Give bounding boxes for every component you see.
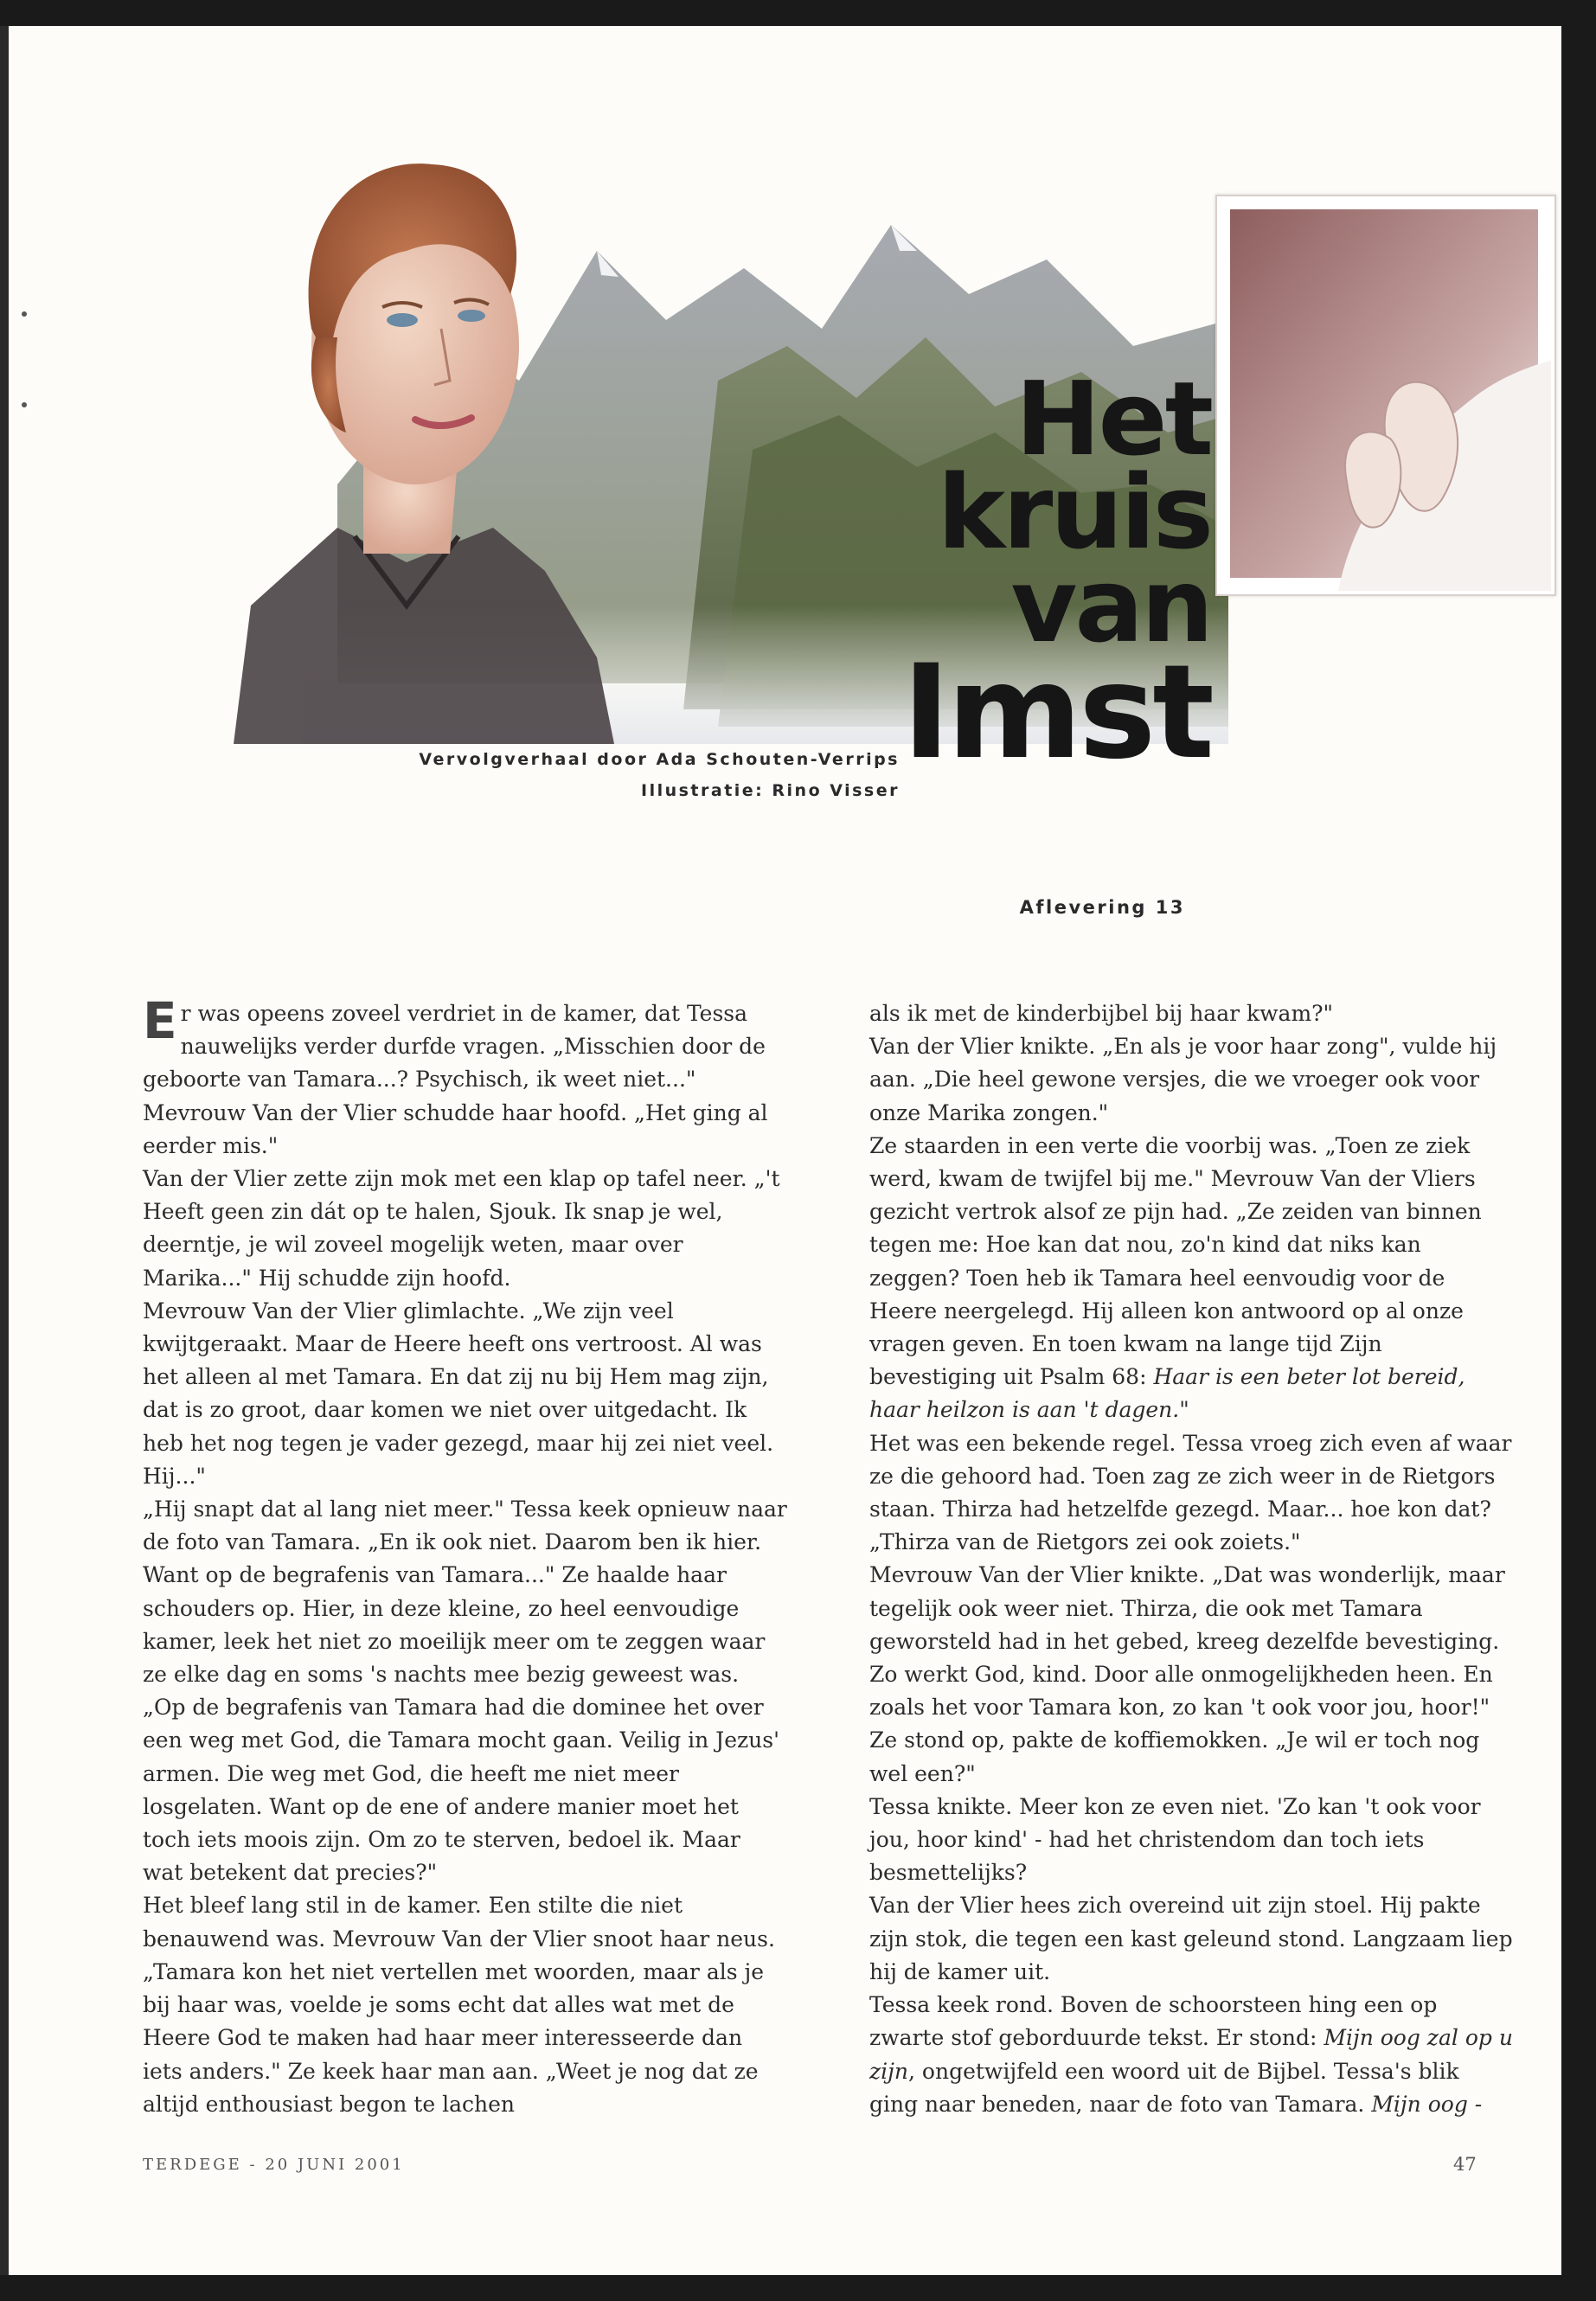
scan-dot <box>22 311 27 317</box>
episode-label: Aflevering 13 <box>1019 897 1185 918</box>
magazine-page <box>9 26 1561 2275</box>
title-line-1: Het <box>1015 359 1211 478</box>
article-title <box>865 359 1211 788</box>
page-number: 47 <box>1453 2154 1477 2175</box>
paragraph: Van der Vlier hees zich overeind uit zijn stoel. Hij pakte zijn stok, die tegen een kast geleund stond. Langzaam liep hij de kamer uit. <box>869 1893 1513 1984</box>
paragraph <box>869 1989 1514 2121</box>
scan-dot <box>22 402 27 407</box>
title-line-4: Imst <box>901 638 1211 788</box>
scan-bottom-border <box>0 2275 1596 2301</box>
scan-top-border <box>0 0 1596 26</box>
title-line-3: van <box>1010 546 1211 665</box>
scan-right-border <box>1561 0 1596 2301</box>
title-line-2: kruis <box>937 452 1211 572</box>
paragraph <box>143 991 787 1163</box>
paragraph: Van der Vlier knikte. „En als je voor haar zong", vulde hij aan. „Die heel gewone versjes, die we vroeger ook voor onze Marika zongen." <box>869 1034 1497 1125</box>
final-italic: Mijn oog - <box>1371 2091 1483 2117</box>
paragraph: „Hij snapt dat al lang niet meer." Tessa keek opnieuw naar de foto van Tamara. „En ik ook niet. Daarom ben ik hier. Want op de begrafenis van Tamara..." Ze haalde haar schouders op. Hier, in deze kleine, zo heel eenvoudige kamer, leek het niet zo moeilijk meer om te zeggen waar ze elke dag en soms 's nachts mee bezig geweest was. „Op de begrafenis van Tamara had die dominee het over een weg met God, die Tamara mocht gaan. Veilig in Jezus' armen. Die weg met God, die heeft me niet meer losgelaten. Want op de ene of andere manier moet het toch iets moois zijn. Om zo te sterven, bedoel ik. Maar wat betekent dat precies?" <box>143 1497 787 1886</box>
paragraph-text: Ze staarden in een verte die voorbij was. „Toen ze ziek werd, kwam de twijfel bij me." Mevrouw Van der Vliers gezicht vertrok alsof ze pijn had. „Ze zeiden van binnen tegen me: Hoe kan dat nou, zo'n kind dat niks kan zeggen? Toen heb ik Tamara heel eenvoudig voor de Heere neergelegd. Hij alleen kon antwoord op al onze vragen geven. En toen kwam na lange tijd Zijn bevestiging uit Psalm 68: <box>869 1132 1482 1390</box>
footer-publication: TERDEGE - 20 JUNI 2001 <box>143 2156 405 2174</box>
author-credit: Vervolgverhaal door Ada Schouten-Verrips <box>419 750 900 769</box>
text-column-right <box>869 997 1514 2121</box>
paragraph: Het was een bekende regel. Tessa vroeg zich even af waar ze die gehoord had. Toen zag ze zich weer in de Rietgors staan. Thirza had hetzelfde gezegd. Maar... hoe kon dat? „Thirza van de Rietgors zei ook zoiets." <box>869 1430 1512 1555</box>
illustration-inset-hands <box>1215 195 1556 596</box>
illustrator-credit: Illustratie: Rino Visser <box>641 781 900 800</box>
paragraph: Het bleef lang stil in de kamer. Een stilte die niet benauwend was. Mevrouw Van der Vlier snoot haar neus. „Tamara kon het niet vertellen met woorden, maar als je bij haar was, voelde je soms echt dat alles wat met de Heere God te maken had haar meer interesseerde dan iets anders." Ze keek haar man aan. „Weet je nog dat ze altijd enthousiast begon te lachen <box>143 1893 775 2117</box>
paragraph <box>869 1130 1514 1427</box>
psalm-quote: Haar is een beter lot bereid, haar heilzon is aan 't dagen. <box>869 1364 1465 1423</box>
text-column-left <box>143 991 787 2121</box>
article-credits <box>346 744 900 806</box>
embroidery-quote: Mijn oog zal op u zijn <box>869 2025 1513 2084</box>
paragraph: Mevrouw Van der Vlier glimlachte. „We zijn veel kwijtgeraakt. Maar de Heere heeft ons vertroost. Al was het alleen al met Tamara. En dat zij nu bij Hem mag zijn, dat is zo groot, daar komen we niet over uitgedacht. Ik heb het nog tegen je vader gezegd, maar hij zei niet veel. Hij..." <box>143 1298 774 1489</box>
paragraph: Mevrouw Van der Vlier knikte. „Dat was wonderlijk, maar tegelijk ook weer niet. Thirza, die ook met Tamara geworsteld had in het gebed, kreeg dezelfde bevestiging. Zo werkt God, kind. Door alle onmogelijkheden heen. En zoals het voor Tamara kon, zo kan 't ook voor jou, hoor!" Ze stond op, pakte de koffiemokken. „Je wil er toch nog wel een?" <box>869 1562 1505 1786</box>
paragraph: als ik met de kinderbijbel bij haar kwam?" <box>869 1001 1334 1026</box>
paragraph: Tessa knikte. Meer kon ze even niet. 'Zo kan 't ook voor jou, hoor kind' - had het christendom dan toch iets besmettelijks? <box>869 1793 1481 1886</box>
paragraph: Van der Vlier zette zijn mok met een klap op tafel neer. „'t Heeft geen zin dát op te halen, Sjouk. Ik snap je wel, deerntje, je wil zoveel mogelijk weten, maar over Marika..." Hij schudde zijn hoofd. <box>143 1166 780 1291</box>
paragraph-text: r was opeens zoveel verdriet in de kamer, dat Tessa nauwelijks verder durfde vragen. „Misschien door de geboorte van Tamara...? Psychisch, ik weet niet..." Mevrouw Van der Vlier schudde haar hoofd. „Het ging al eerder mis." <box>143 1001 768 1158</box>
paragraph-text: Tessa keek rond. Boven de schoorsteen hing een op zwarte stof geborduurde tekst. Er stond: <box>869 1992 1438 2051</box>
drop-cap: E <box>143 991 177 1050</box>
quote-close: " <box>1179 1397 1189 1423</box>
paragraph-text: , ongetwijfeld een woord uit de Bijbel. Tessa's blik ging naar beneden, naar de foto van Tamara. <box>869 2058 1459 2117</box>
scan-left-edge <box>0 0 9 2301</box>
